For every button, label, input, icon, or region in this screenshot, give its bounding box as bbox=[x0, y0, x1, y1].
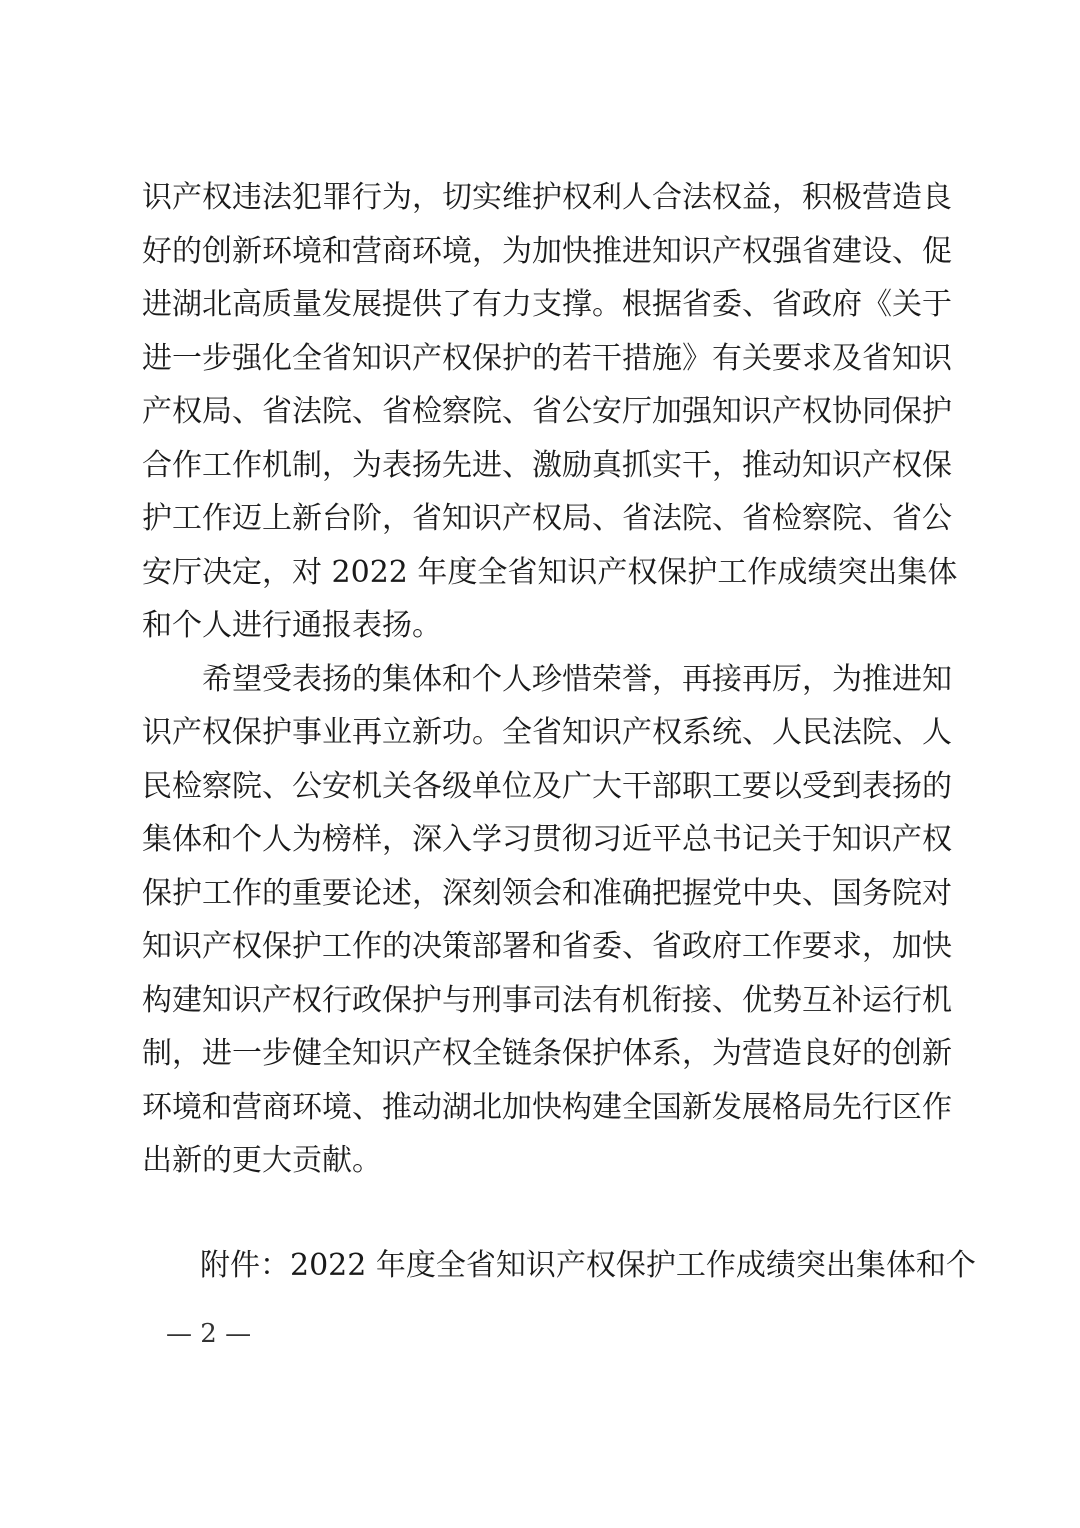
paragraph-1-line-2: 好的创新环境和营商环境，为加快推进知识产权强省建设、促 bbox=[142, 234, 952, 269]
paragraph-1-line-6: 合作工作机制，为表扬先进、激励真抓实干，推动知识产权保 bbox=[142, 448, 952, 483]
paragraph-1-line-1: 识产权违法犯罪行为，切实维护权利人合法权益，积极营造良 bbox=[142, 180, 952, 215]
paragraph-1-line-7: 护工作迈上新台阶，省知识产权局、省法院、省检察院、省公 bbox=[142, 501, 952, 536]
paragraph-1-line-9: 和个人进行通报表扬。 bbox=[142, 608, 442, 643]
paragraph-2-line-2: 识产权保护事业再立新功。全省知识产权系统、人民法院、人 bbox=[142, 715, 952, 750]
paragraph-2-line-6: 知识产权保护工作的决策部署和省委、省政府工作要求，加快 bbox=[142, 929, 952, 964]
paragraph-1-line-3: 进湖北高质量发展提供了有力支撑。根据省委、省政府《关于 bbox=[142, 287, 952, 322]
page-number: — 2 — bbox=[166, 1319, 252, 1349]
paragraph-2-line-3: 民检察院、公安机关各级单位及广大干部职工要以受到表扬的 bbox=[142, 769, 952, 804]
paragraph-2-line-5: 保护工作的重要论述，深刻领会和准确把握党中央、国务院对 bbox=[142, 876, 952, 911]
paragraph-2-line-10: 出新的更大贡献。 bbox=[142, 1143, 382, 1178]
attachment-line: 附件：2022 年度全省知识产权保护工作成绩突出集体和个 bbox=[200, 1248, 976, 1283]
paragraph-1-line-4: 进一步强化全省知识产权保护的若干措施》有关要求及省知识 bbox=[142, 341, 952, 376]
paragraph-2-line-1: 希望受表扬的集体和个人珍惜荣誉，再接再厉，为推进知 bbox=[202, 662, 952, 697]
paragraph-1-line-5: 产权局、省法院、省检察院、省公安厅加强知识产权协同保护 bbox=[142, 394, 952, 429]
paragraph-1-line-8: 安厅决定，对 2022 年度全省知识产权保护工作成绩突出集体 bbox=[142, 555, 958, 590]
paragraph-2-line-9: 环境和营商环境、推动湖北加快构建全国新发展格局先行区作 bbox=[142, 1090, 952, 1125]
paragraph-2-line-7: 构建知识产权行政保护与刑事司法有机衔接、优势互补运行机 bbox=[142, 983, 952, 1018]
paragraph-2-line-4: 集体和个人为榜样，深入学习贯彻习近平总书记关于知识产权 bbox=[142, 822, 952, 857]
paragraph-2-line-8: 制，进一步健全知识产权全链条保护体系，为营造良好的创新 bbox=[142, 1036, 952, 1071]
